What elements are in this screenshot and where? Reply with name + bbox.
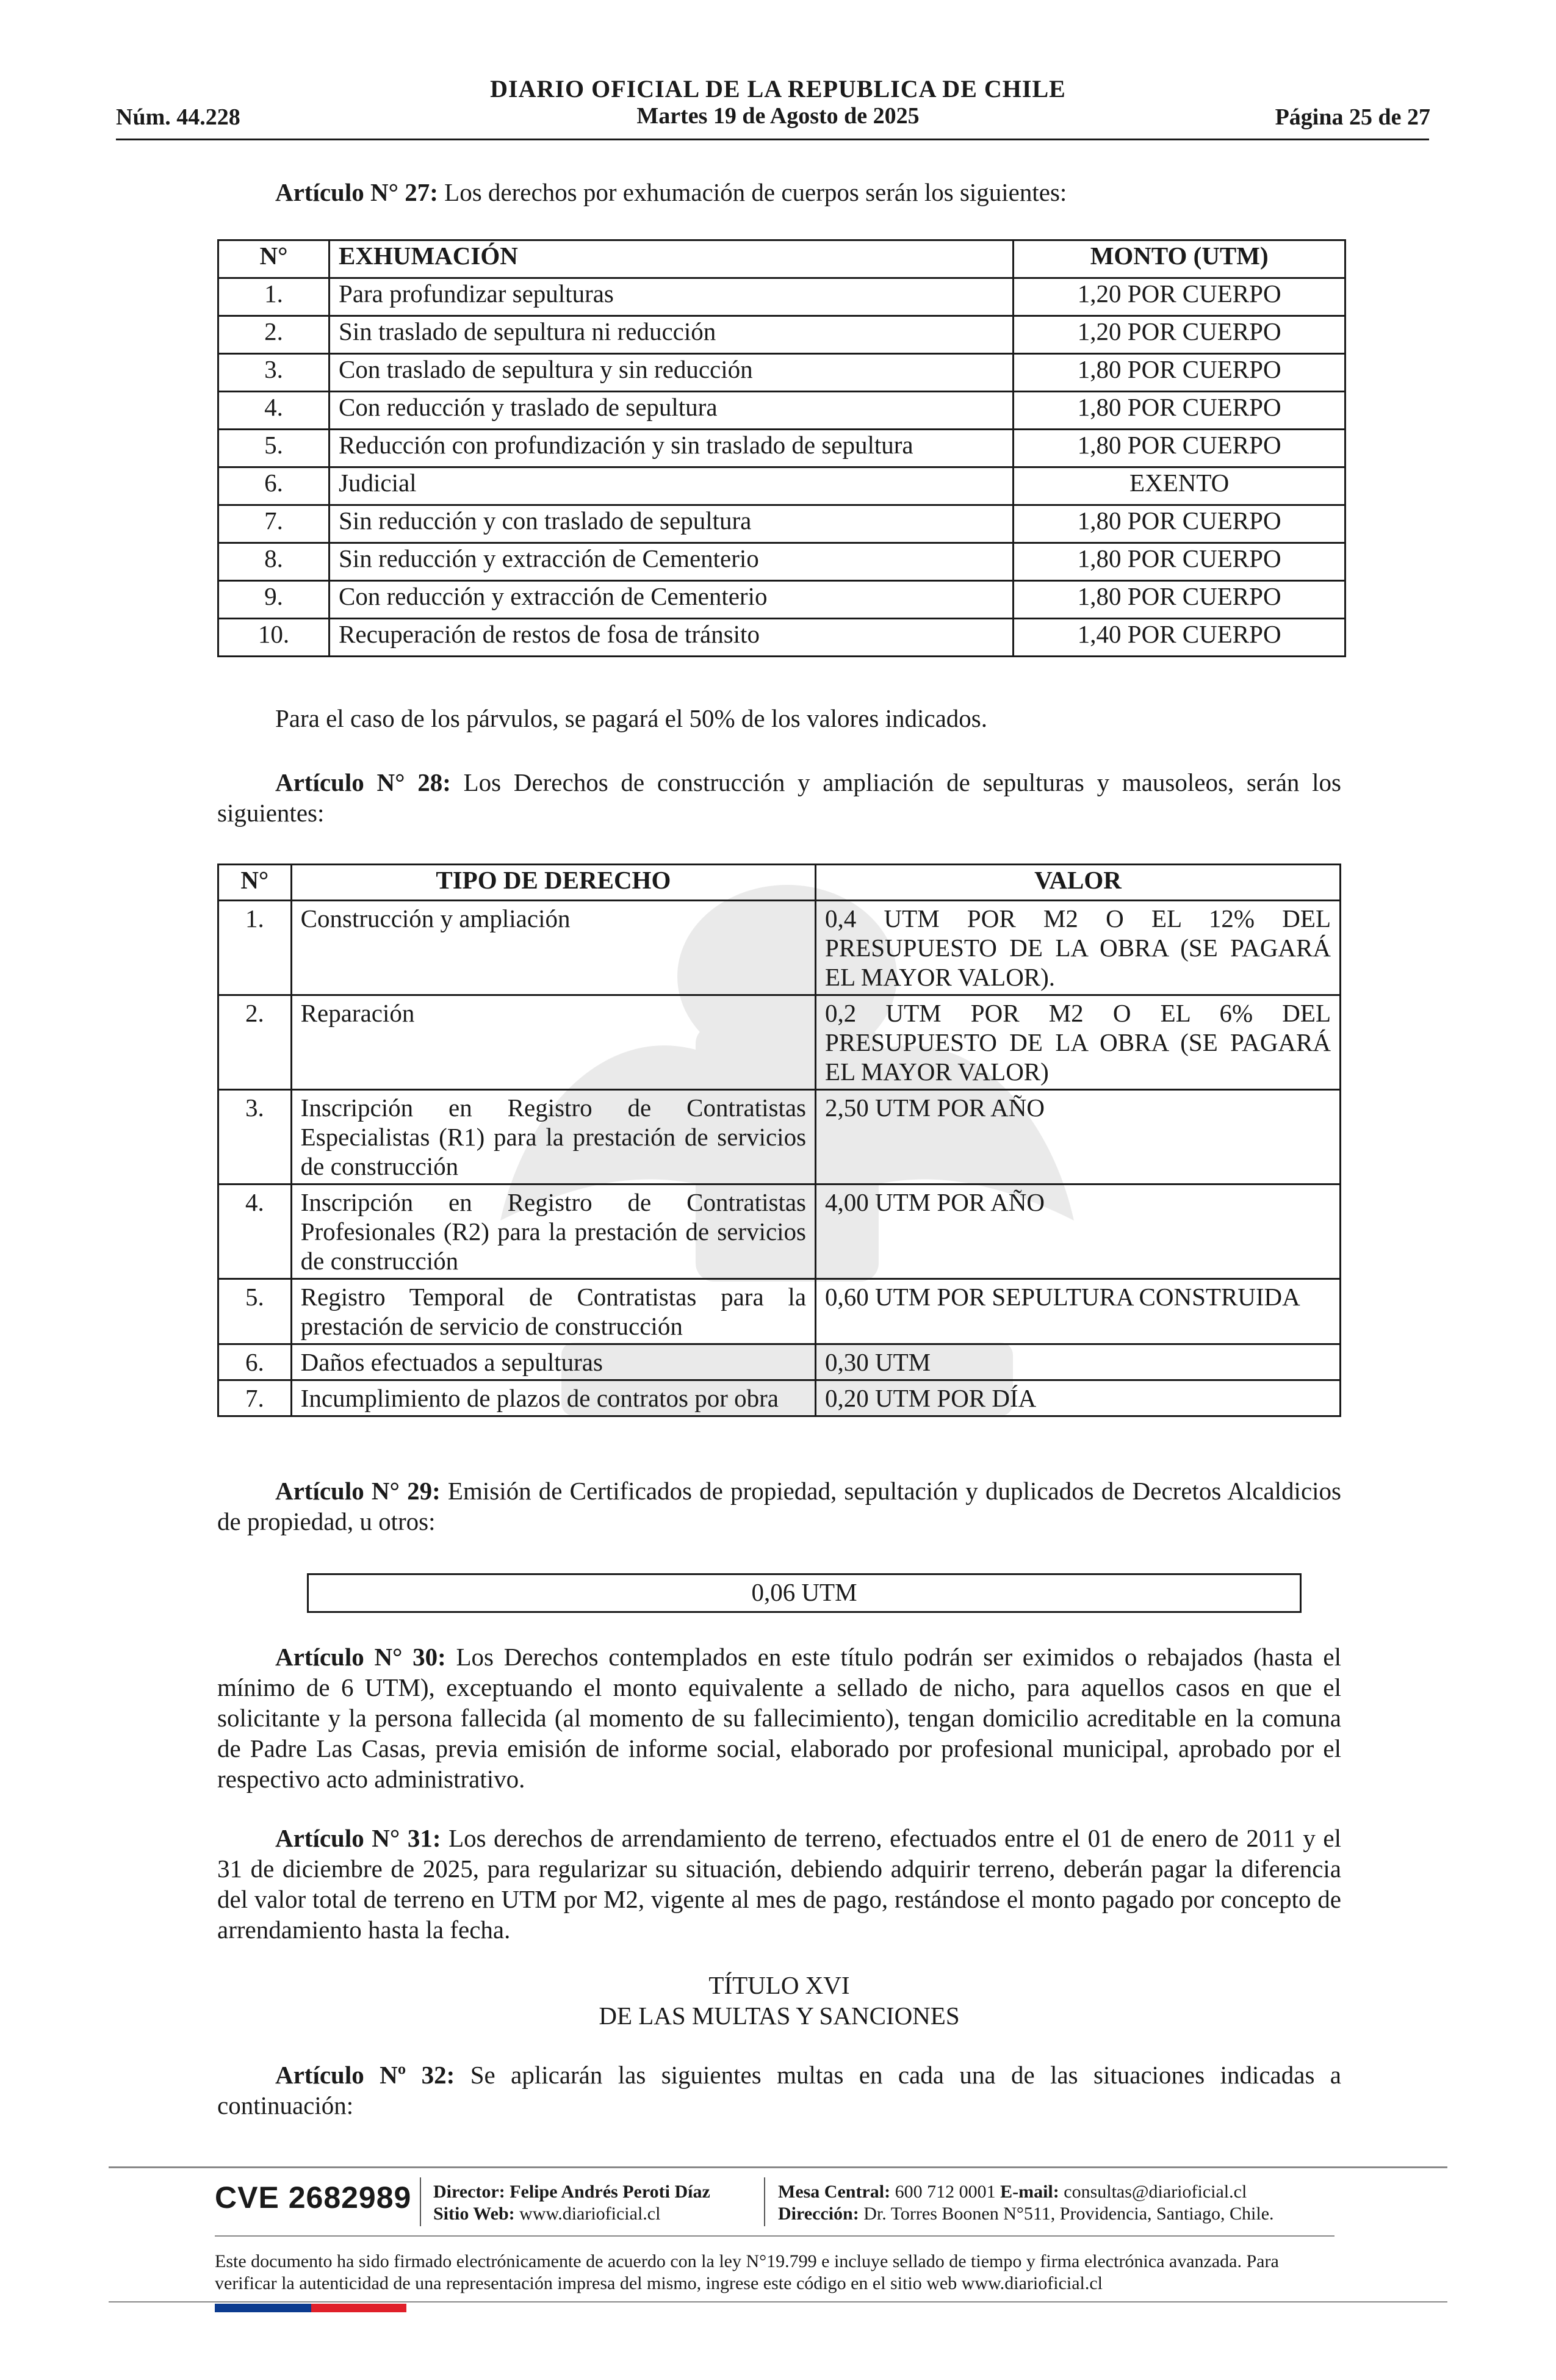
certificate-fee-value: 0,06 UTM: [308, 1574, 1301, 1612]
amount: 1,40 POR CUERPO: [1014, 619, 1345, 657]
article-31-text: Los derechos de arrendamiento de terreno, efectuados entre el 01 de enero de 2011 y el 31 de diciembre de 2025, para regularizar su situación, debiendo adquirir terreno, deberán pagar la diferencia del valor total de terreno en UTM por M2, vigente al mes de pago, restándose el monto pagado por concepto de arrendamiento hasta la fecha.: [217, 1824, 1342, 1944]
row-number: 1.: [218, 901, 292, 995]
email-label: E-mail:: [1000, 2182, 1059, 2202]
exhumation-type: Con traslado de sepultura y sin reducción: [330, 354, 1014, 392]
website-label: Sitio Web:: [433, 2204, 515, 2224]
infant-note-text: Para el caso de los párvulos, se pagará el 50% de los valores indicados.: [275, 704, 987, 732]
row-number: 3.: [218, 354, 330, 392]
director-name: Felipe Andrés Peroti Díaz: [505, 2182, 710, 2202]
exhumation-type: Sin reducción y con traslado de sepultura: [330, 505, 1014, 543]
amount: 1,80 POR CUERPO: [1014, 505, 1345, 543]
table-row: [218, 316, 1345, 354]
right-type: Incumplimiento de plazos de contratos por obra: [291, 1380, 815, 1416]
exhumation-type: Judicial: [330, 467, 1014, 505]
row-number: 10.: [218, 619, 330, 657]
column-header-number: N°: [218, 865, 292, 901]
column-header-value: VALOR: [816, 865, 1341, 901]
table-row: [218, 1185, 1341, 1279]
article-32: [217, 2060, 1341, 2121]
row-number: 4.: [218, 1185, 292, 1279]
exhumation-type: Con reducción y extracción de Cementerio: [330, 581, 1014, 619]
article-29-text: Emisión de Certificados de propiedad, sepultación y duplicados de Decretos Alcaldicios de propiedad, u otros:: [217, 1477, 1341, 1535]
column-header-right-type: TIPO DE DERECHO: [291, 865, 815, 901]
exhumation-type: Sin reducción y extracción de Cementerio: [330, 543, 1014, 581]
row-number: 5.: [218, 1279, 292, 1344]
fee-value: 0,20 UTM POR DÍA: [816, 1380, 1341, 1416]
table-row: [218, 467, 1345, 505]
column-header-number: N°: [218, 240, 330, 278]
title-xvi-heading: DE LAS MULTAS Y SANCIONES: [599, 2002, 960, 2030]
row-number: 9.: [218, 581, 330, 619]
article-30: [217, 1642, 1341, 1794]
row-number: 7.: [218, 505, 330, 543]
table-row: [218, 430, 1345, 467]
article-27-intro: [217, 177, 1341, 207]
article-30-text: Los Derechos contemplados en este título podrán ser eximidos o rebajados (hasta el mínimo de 6 UTM), exceptuando el monto equivalente a sellado de nicho, para aquellos casos en que el solicitante y la persona fallecida (al momento de su fallecimiento), tengan domicilio acreditable en la comuna de Padre Las Casas, previa emisión de informe social, elaborado por profesional municipal, aprobado por el respectivo acto administrativo.: [217, 1643, 1341, 1793]
amount: 1,80 POR CUERPO: [1014, 543, 1345, 581]
amount: 1,80 POR CUERPO: [1014, 354, 1345, 392]
exhumation-type: Reducción con profundización y sin traslado de sepultura: [330, 430, 1014, 467]
row-number: 7.: [218, 1380, 292, 1416]
article-32-heading: Artículo Nº 32:: [275, 2061, 455, 2089]
address-value: Dr. Torres Boonen N°511, Providencia, Santiago, Chile.: [859, 2204, 1274, 2224]
footer-contact-block: [778, 2181, 1274, 2225]
article-29-heading: Artículo N° 29:: [275, 1477, 441, 1505]
table-row: [218, 1279, 1341, 1344]
amount: 1,20 POR CUERPO: [1014, 278, 1345, 316]
fee-value: 0,2 UTM POR M2 O EL 6% DEL PRESUPUESTO DE LA OBRA (SE PAGARÁ EL MAYOR VALOR): [816, 995, 1341, 1090]
footer-divider-bottom: [109, 2301, 1447, 2302]
page-indicator: Página 25 de 27: [1275, 104, 1430, 130]
right-type: Daños efectuados a sepulturas: [291, 1344, 815, 1380]
table-row: [218, 354, 1345, 392]
fee-value: 0,4 UTM POR M2 O EL 12% DEL PRESUPUESTO DE LA OBRA (SE PAGARÁ EL MAYOR VALOR).: [816, 901, 1341, 995]
amount: 1,80 POR CUERPO: [1014, 392, 1345, 430]
right-type: Inscripción en Registro de Contratistas Especialistas (R1) para la prestación de servicios de construcción: [291, 1090, 815, 1185]
phone-label: Mesa Central:: [778, 2182, 891, 2202]
flag-bar-red: [311, 2304, 406, 2312]
issue-date: Martes 19 de Agosto de 2025: [636, 103, 920, 129]
amount: 1,80 POR CUERPO: [1014, 581, 1345, 619]
footer-separator: [420, 2177, 421, 2226]
article-31: [217, 1823, 1341, 1945]
exhumation-type: Para profundizar sepulturas: [330, 278, 1014, 316]
row-number: 2.: [218, 316, 330, 354]
amount: EXENTO: [1014, 467, 1345, 505]
article-29-intro: [217, 1476, 1341, 1537]
table-row: [218, 1090, 1341, 1185]
fee-value: 2,50 UTM POR AÑO: [816, 1090, 1341, 1185]
footer-director-block: [433, 2181, 710, 2225]
fee-value: 0,30 UTM: [816, 1344, 1341, 1380]
row-number: 6.: [218, 1344, 292, 1380]
website-link[interactable]: www.diarioficial.cl: [514, 2204, 661, 2224]
email-link[interactable]: consultas@diarioficial.cl: [1059, 2182, 1247, 2202]
table-row: [218, 901, 1341, 995]
footer-divider-middle: [215, 2235, 1334, 2237]
table-row: [218, 1380, 1341, 1416]
article-28-text: Los Derechos de construcción y ampliación de sepulturas y mausoleos, serán los siguientes:: [217, 768, 1341, 827]
right-type: Inscripción en Registro de Contratistas Profesionales (R2) para la prestación de servicios de construcción: [291, 1185, 815, 1279]
table-row: [218, 505, 1345, 543]
director-label: Director:: [433, 2182, 505, 2202]
signature-notice: Este documento ha sido firmado electrónicamente de acuerdo con la ley N°19.799 e incluye sellado de tiempo y firma electrónica avanzada. Para verificar la autenticidad de una representación impresa del mismo, ingrese este código en el sitio web www.diarioficial.cl: [215, 2251, 1279, 2293]
footer-divider-top: [109, 2166, 1447, 2168]
column-header-amount: MONTO (UTM): [1014, 240, 1345, 278]
column-header-exhumation: EXHUMACIÓN: [330, 240, 1014, 278]
amount: 1,80 POR CUERPO: [1014, 430, 1345, 467]
footer-separator: [764, 2177, 765, 2226]
right-type: Construcción y ampliación: [291, 901, 815, 995]
fee-value: 4,00 UTM POR AÑO: [816, 1185, 1341, 1279]
header-divider: [116, 139, 1429, 140]
journal-title: DIARIO OFICIAL DE LA REPUBLICA DE CHILE: [490, 75, 1066, 103]
row-number: 8.: [218, 543, 330, 581]
table-row: [218, 392, 1345, 430]
table-row: [218, 543, 1345, 581]
flag-bar-blue: [215, 2304, 311, 2312]
article-27-heading: Artículo N° 27:: [275, 178, 438, 206]
article-28-intro: [217, 767, 1341, 828]
table-header-row: [218, 865, 1341, 901]
article-30-heading: Artículo N° 30:: [275, 1643, 446, 1671]
issue-number: Núm. 44.228: [116, 104, 240, 130]
article-28-heading: Artículo N° 28:: [275, 768, 451, 796]
table-row: [218, 581, 1345, 619]
exhumation-type: Con reducción y traslado de sepultura: [330, 392, 1014, 430]
table-row: [218, 278, 1345, 316]
cve-code: CVE 2682989: [215, 2180, 412, 2215]
construction-fees-table: [217, 864, 1341, 1417]
amount: 1,20 POR CUERPO: [1014, 316, 1345, 354]
table-header-row: [218, 240, 1345, 278]
table-row: [308, 1574, 1301, 1612]
exhumation-type: Recuperación de restos de fosa de tránsito: [330, 619, 1014, 657]
row-number: 2.: [218, 995, 292, 1090]
row-number: 3.: [218, 1090, 292, 1185]
table-row: [218, 1344, 1341, 1380]
exhumation-type: Sin traslado de sepultura ni reducción: [330, 316, 1014, 354]
article-32-text: Se aplicarán las siguientes multas en cada una de las situaciones indicadas a continuación:: [217, 2061, 1342, 2119]
address-label: Dirección:: [778, 2204, 859, 2224]
title-xvi: [217, 1970, 1341, 2031]
row-number: 4.: [218, 392, 330, 430]
title-xvi-number: TÍTULO XVI: [708, 1971, 850, 1999]
table-row: [218, 619, 1345, 657]
article-27-text: Los derechos por exhumación de cuerpos serán los siguientes:: [438, 178, 1067, 206]
row-number: 6.: [218, 467, 330, 505]
fee-value: 0,60 UTM POR SEPULTURA CONSTRUIDA: [816, 1279, 1341, 1344]
right-type: Registro Temporal de Contratistas para la prestación de servicio de construcción: [291, 1279, 815, 1344]
infant-note: [217, 703, 1341, 734]
exhumation-fees-table: [217, 239, 1346, 657]
right-type: Reparación: [291, 995, 815, 1090]
phone-number: 600 712 0001: [890, 2182, 1001, 2202]
table-row: [218, 995, 1341, 1090]
certificate-fee-table: [307, 1573, 1302, 1613]
row-number: 5.: [218, 430, 330, 467]
row-number: 1.: [218, 278, 330, 316]
article-31-heading: Artículo N° 31:: [275, 1824, 441, 1852]
